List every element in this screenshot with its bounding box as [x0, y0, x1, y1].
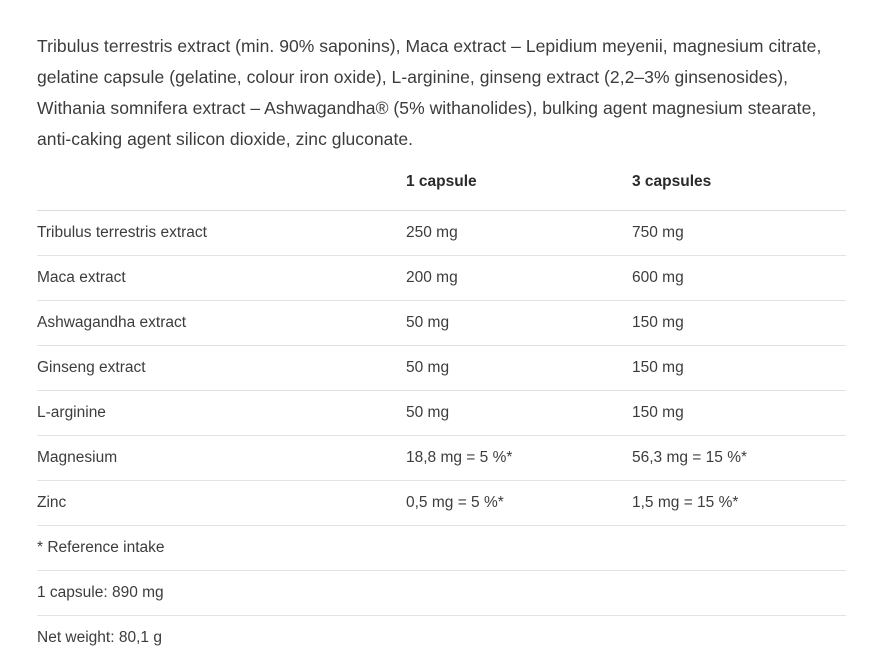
footnote-row [37, 615, 846, 660]
amount-3-capsules: 150 mg [632, 300, 846, 345]
table-row [37, 480, 846, 525]
capsule-weight-note: 1 capsule: 890 mg [37, 570, 846, 615]
amount-1-capsule: 250 mg [406, 210, 632, 255]
net-weight-note: Net weight: 80,1 g [37, 628, 162, 646]
amount-3-capsules: 600 mg [632, 255, 846, 300]
table-header-row [37, 169, 846, 210]
footnote-row [37, 525, 846, 570]
header-nutrient [37, 169, 406, 210]
table-row [37, 435, 846, 480]
nutrient-name: Magnesium [37, 435, 406, 480]
amount-1-capsule: 50 mg [406, 390, 632, 435]
nutrient-name: Zinc [37, 480, 406, 525]
amount-1-capsule: 50 mg [406, 300, 632, 345]
nutrient-name: Tribulus terrestris extract [37, 210, 406, 255]
table-row [37, 390, 846, 435]
reference-intake-note: * Reference intake [37, 525, 846, 570]
table-row [37, 255, 846, 300]
table-row [37, 345, 846, 390]
header-per-3-capsules: 3 capsules [632, 169, 846, 210]
nutrient-name: Maca extract [37, 255, 406, 300]
amount-3-capsules: 56,3 mg = 15 %* [632, 435, 846, 480]
header-per-1-capsule: 1 capsule [406, 169, 632, 210]
amount-3-capsules: 150 mg [632, 390, 846, 435]
amount-1-capsule: 200 mg [406, 255, 632, 300]
nutrient-name: Ashwagandha extract [37, 300, 406, 345]
table-row [37, 300, 846, 345]
nutrition-table [37, 169, 846, 660]
amount-1-capsule: 18,8 mg = 5 %* [406, 435, 632, 480]
amount-3-capsules: 750 mg [632, 210, 846, 255]
table-row [37, 210, 846, 255]
amount-1-capsule: 0,5 mg = 5 %* [406, 480, 632, 525]
nutrient-name: L-arginine [37, 390, 406, 435]
footnote-row [37, 570, 846, 615]
amount-1-capsule: 50 mg [406, 345, 632, 390]
amount-3-capsules: 150 mg [632, 345, 846, 390]
ingredients-paragraph: Tribulus terrestris extract (min. 90% saponins), Maca extract – Lepidium meyenii, magnesium citrate, gelatine capsule (gelatine, colour iron oxide), L-arginine, ginseng extract (2,2–3% ginsenosides), Withania somnifera extract – Ashwagandha® (5% withanolides), bulking agent magnesium stearate, anti-caking agent silicon dioxide, zinc gluconate. [37, 36, 822, 149]
amount-3-capsules: 1,5 mg = 15 %* [632, 480, 846, 525]
nutrient-name: Ginseng extract [37, 345, 406, 390]
